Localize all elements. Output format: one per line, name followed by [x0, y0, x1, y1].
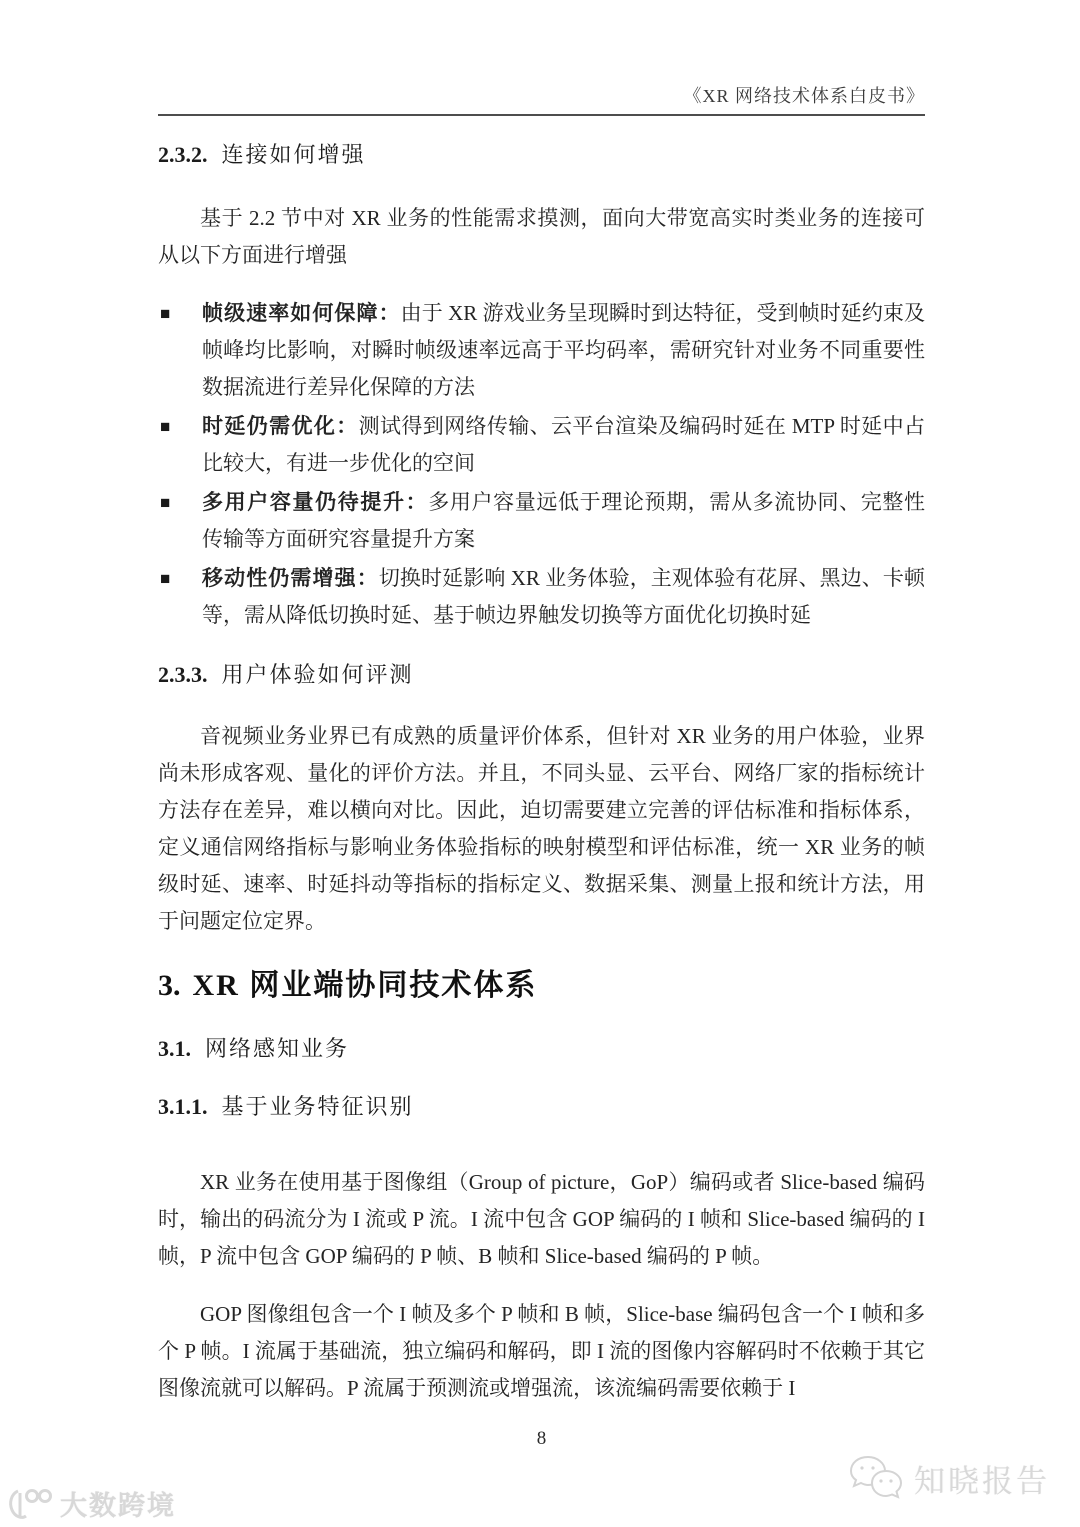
heading-3: [158, 966, 925, 1006]
heading-title: 网络感知业务: [205, 1036, 350, 1061]
heading-title: XR 网业端协同技术体系: [192, 969, 538, 1002]
paragraph-intro: 基于 2.2 节中对 XR 业务的性能需求摸测，面向大带宽高实时类业务的连接可从以下方面进行增强: [158, 206, 925, 267]
content-column: [158, 0, 925, 1450]
heading-number: 3.: [158, 969, 181, 1002]
heading-number: 3.1.1.: [158, 1094, 208, 1119]
bullet-list: [158, 295, 925, 634]
square-bullet-icon: ■: [160, 493, 171, 512]
bullet-body: 多用户容量远低于理论预期，需从多流协同、完整性传输等方面研究容量提升方案: [202, 490, 925, 551]
paragraph-gop-1: XR 业务在使用基于图像组（Group of picture，GoP）编码或者 Slice-based 编码时，输出的码流分为 I 流或 P 流。I 流中包含 GOP 编码的 I 帧和 Slice-based 编码的 I 帧，P 流中包含 GOP 编码的 P 帧、B 帧和 Slice-based 编码的 P 帧。: [158, 1170, 925, 1268]
heading-title: 基于业务特征识别: [221, 1094, 414, 1119]
chat-bubbles-icon: [848, 1455, 904, 1501]
bullet-body: 测试得到网络传输、云平台渲染及编码时延在 MTP 时延中占比较大，有进一步优化的空间: [202, 414, 926, 475]
running-header: [158, 0, 925, 108]
document-title: 《XR 网络技术体系白皮书》: [683, 86, 925, 106]
list-item: [158, 560, 925, 634]
square-bullet-icon: ■: [160, 304, 171, 323]
bullet-lead: 移动性仍需增强：: [202, 566, 379, 590]
bullet-lead: 时延仍需优化：: [202, 414, 359, 438]
watermark-zhixiaobaogao: [848, 1455, 1050, 1501]
watermark-dashukuajing: [8, 1484, 176, 1523]
watermark-right-label: 知晓报告: [914, 1463, 1050, 1499]
square-bullet-icon: ■: [160, 569, 171, 588]
bullet-body: 切换时延影响 XR 业务体验，主观体验有花屏、黑边、卡顿等，需从降低切换时延、基于帧边界触发切换等方面优化切换时延: [202, 566, 926, 627]
heading-number: 2.3.3.: [158, 662, 208, 687]
paragraph-qoe: 音视频业务业界已有成熟的质量评价体系，但针对 XR 业务的用户体验，业界尚未形成客观、量化的评价方法。并且，不同头显、云平台、网络厂家的指标统计方法存在差异，难以横向对比。因此，迫切需要建立完善的评估标准和指标体系，定义通信网络指标与影响业务体验指标的映射模型和评估标准，统一 XR 业务的帧级时延、速率、时延抖动等指标的指标定义、数据采集、测量上报和统计方法，用于问题定位定界。: [158, 724, 925, 933]
heading-title: 连接如何增强: [221, 142, 366, 167]
watermark-left-label: 大数跨境: [60, 1491, 176, 1521]
dashu-logo-icon: [8, 1487, 52, 1521]
square-bullet-icon: ■: [160, 417, 171, 436]
bullet-lead: 多用户容量仍待提升：: [202, 490, 429, 514]
page-number: 8: [536, 1428, 547, 1449]
list-item: [158, 408, 925, 482]
list-item: [158, 484, 925, 558]
heading-number: 3.1.: [158, 1036, 191, 1061]
heading-2-3-2: [158, 140, 925, 170]
bullet-body: 由于 XR 游戏业务呈现瞬时到达特征，受到帧时延约束及帧峰均比影响，对瞬时帧级速率远高于平均码率，需研究针对业务不同重要性数据流进行差异化保障的方法: [202, 301, 926, 399]
heading-2-3-3: [158, 660, 925, 690]
list-item: [158, 295, 925, 406]
heading-3-1-1: [158, 1092, 925, 1122]
paragraph-gop-2: GOP 图像组包含一个 I 帧及多个 P 帧和 B 帧，Slice-base 编码包含一个 I 帧和多个 P 帧。I 流属于基础流，独立编码和解码，即 I 流的图像内容解码时不依赖于其它图像流就可以解码。P 流属于预测流或增强流，该流编码需要依赖于 I: [158, 1302, 925, 1400]
bullet-lead: 帧级速率如何保障：: [202, 301, 401, 325]
heading-3-1: [158, 1034, 925, 1064]
header-divider: [158, 114, 925, 116]
heading-number: 2.3.2.: [158, 142, 208, 167]
heading-title: 用户体验如何评测: [221, 662, 414, 687]
